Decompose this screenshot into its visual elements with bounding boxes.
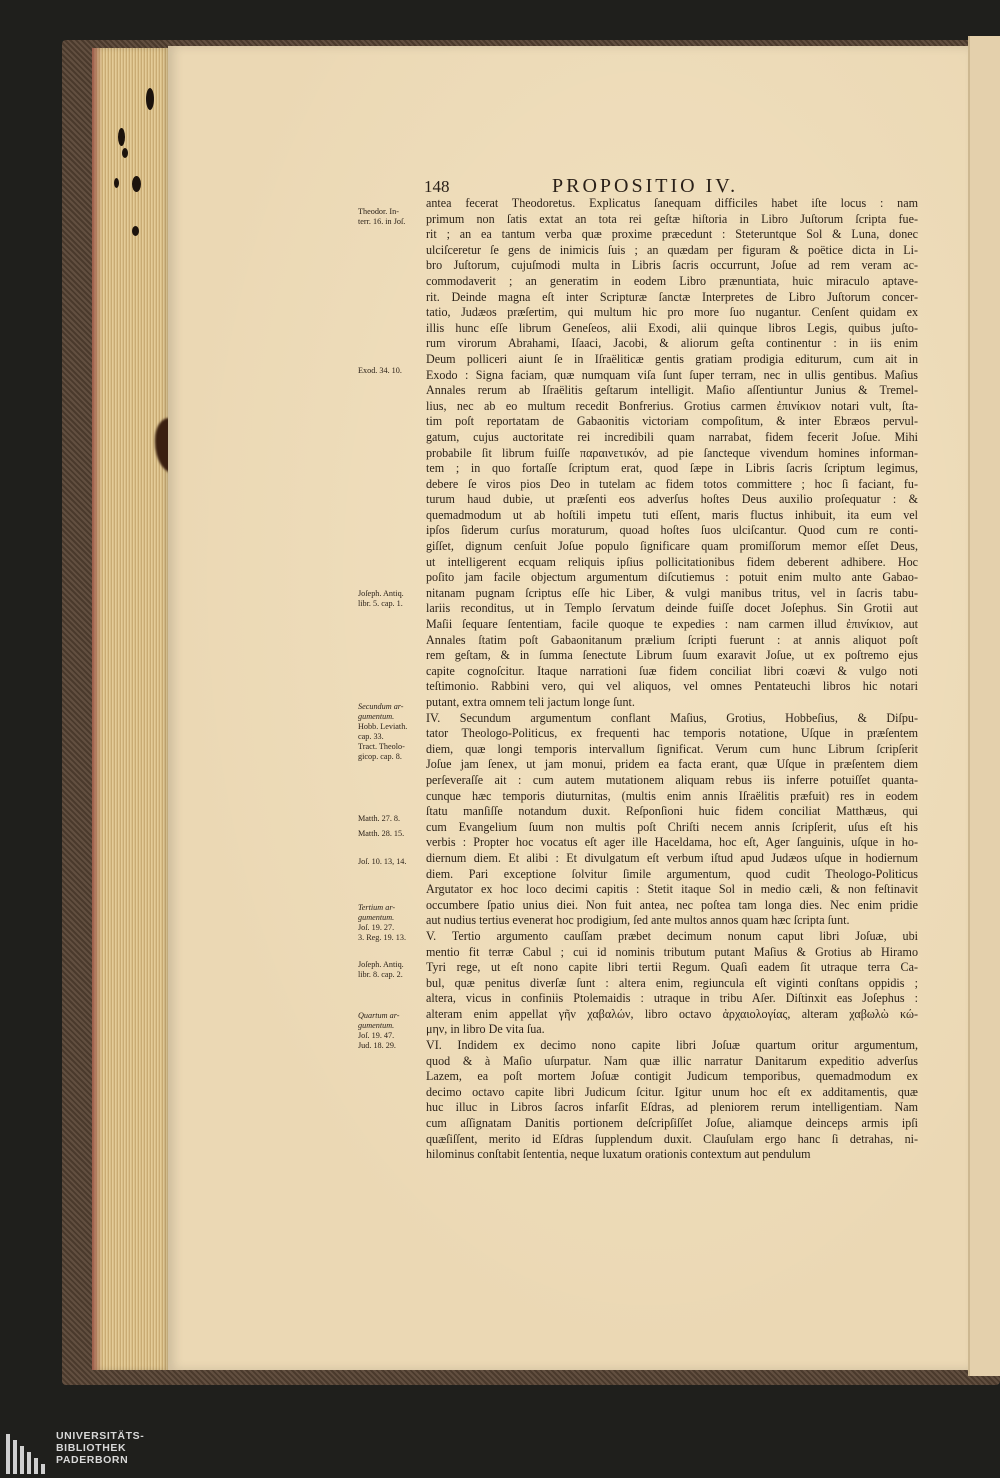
text-line: quod & à Maſio uſurpatur. Nam quæ illic narratur Danitarum expeditio adverſus (426, 1053, 918, 1068)
text-line: diem, quæ longi temporis intervallum ſignificat. Verum cum hunc Librum ſcripſerit (426, 741, 918, 756)
text-line: Annales rerum ab Iſraëlitis geſtarum intelligit. Maſio aſſentiuntur Junius & Tremel- (426, 383, 918, 398)
text-line: cum aſſignatam Danitis portionem deſcripſiſſet Joſue, aliamque deinceps armis ipſi (426, 1116, 918, 1131)
text-line: debere ſe viros pios Deo in tutelam ac fidem totos committere ; hoc ſi faciant, fu- (426, 476, 918, 491)
logo-line: PADERBORN (56, 1454, 129, 1466)
text-line: Lazem, ea poſt mortem Joſuæ contigit Judicum temporibus, quemadmodum ex (426, 1069, 918, 1084)
text-line: tator Theologo-Politicus, ex frequenti hac temporis notatione, Uſque in præſentem (426, 726, 918, 741)
text-line: mentio fit terræ Cabul ; cui id nominis tributum putant Maſius & Grotius ab Hiramo (426, 944, 918, 959)
text-line: hilominus conſtabit ſententia, neque luxatum orationis contextum aut pendulum (426, 1147, 811, 1162)
margin-note: Exod. 34. 10. (358, 366, 402, 375)
text-line: commodaverit ; an generatim in eodem Libro prænuntiata, huic miraculo aptave- (426, 273, 918, 288)
text-line: antea fecerat Theodoretus. Explicatus ſanequam difficiles habet iſte locus : nam (426, 196, 918, 210)
text-line: Joſue jam ſenex, ut jam monui, pridem ea facta erant, quæ Uſque in præſentem diem (426, 757, 918, 772)
text-line: ſtatu manſiſſe notandum duxit. Reſponſioni huic fidem conciliat Matthæus, qui (426, 804, 918, 819)
margin-note: Joſeph. Antiq. libr. 8. cap. 2. (358, 960, 404, 979)
text-line: verbis : Propter hoc vocatus eſt ager ille Haceldama, hoc eſt, Ager ſanguinis, uſque in ho- (426, 835, 918, 850)
text-line: putant, extra omnem teli jactum longe ſunt. (426, 695, 635, 709)
text-line: cunque hæc temporis diuturnitas, (multis enim annis Iſraëlitis præfuit) res in eodem (426, 788, 918, 803)
text-line: tim poſt reportatam de Gabaonitis victoriam compoſitum, & inter Ebræos pervul- (426, 414, 918, 429)
text-line: huc illuc in Libros ſacros infarſit Eſdras, ad pleniorem rerum intelligentiam. Nam (426, 1100, 918, 1115)
text-line: primum non ſatis extat an tota rei geſtæ hiſtoria in Libro Juſtorum ſcripta fue- (426, 211, 918, 226)
text-line: perſeveraſſe ait : cum autem mutationem aliquam rebus iis inferre potuiſſet quanta- (426, 772, 918, 787)
text-line: ut intelligerent ecquam reliquis ipſius pollicitationibus fidem deberent adhibere. Hoc (426, 554, 918, 569)
logo-line: BIBLIOTHEK (56, 1442, 127, 1454)
library-logo (0, 1428, 160, 1478)
text-line: Deum polliceri aiunt ſe in Iſraëliticæ gentis gratiam prodigia editurum, cum ait in (426, 351, 918, 366)
logo-line: UNIVERSITÄTS- (56, 1430, 145, 1442)
text-line: Annales ſtatim poſt Gabaonitanum prælium ſcripti fuerunt : at annis aliquot poſt (426, 632, 918, 647)
main-text (426, 196, 918, 1163)
text-line: capite cognoſcitur. Itaque narrationi ſuæ fidem conciliat libri coævi & vulgo noti (426, 663, 918, 678)
library-logo-icon (6, 1430, 50, 1474)
facing-page-edge (968, 36, 1000, 1376)
text-line: rit. Deinde magna eſt inter Scripturæ ſanctæ Interpretes de Libro Juſtorum concer- (426, 289, 918, 304)
text-line: gatum, cujus auctoritate rei incredibili quam narrabat, fidem fecerit Joſue. Mihi (426, 429, 918, 444)
text-line: nitanam pugnam ſcriptus eſſe hic Liber, & vulgi manibus tritus, vel in ſacris tabu- (426, 585, 918, 600)
text-line: ulciſceretur ſe gens de inimicis ſuis ; an quædam per figuram & poëtice dicta in Li- (426, 242, 918, 257)
text-line: μην, in libro De vita ſua. (426, 1022, 545, 1037)
text-line: alteram enim appellat γῆν χαβαλών, libro octavo ἀρχαιολογίας, alteram χαβωλὼ κώ- (426, 1006, 918, 1021)
text-line: bul, quæ penitus diverſæ ſunt : altera enim, regiuncula eſt viginti conſtans oppidis ; (426, 975, 918, 990)
text-line: decimo octavo capite libri Judicum ſcitur. Igitur unum hoc eſt ex additamentis, quæ (426, 1084, 918, 1099)
margin-note: Secundum ar- gumentum. Hobb. Leviath. cap. 33. Tract. Theolo- gicop. cap. 8. (358, 702, 408, 761)
text-line: tem ; in quo fortaſſe ſcriptum erat, quod ſæpe in Libris ſacris ſcriptum legimus, (426, 461, 918, 476)
text-line: teſtimonio. Rabbini vero, qui vel aliquos, vel omnes Pentateuchi libros hic notari (426, 679, 918, 694)
text-line: Exodo : Signa faciam, quæ numquam viſa ſunt ſuper terram, nec in ullis gentibus. Maſius (426, 367, 918, 382)
text-line: rit ; an ea tantum verba quæ proxime præcedunt : Steteruntque Sol & Luna, donec (426, 227, 918, 242)
margin-note: Joſ. 10. 13, 14. (358, 857, 407, 866)
text-line: lius, nec ab eo multum recedit Bonfrerius. Grotius carmen ἐπινίκιον notari vult, ſta- (426, 398, 918, 413)
margin-note: Quartum ar- gumentum. Joſ. 19. 47. Jud. 18. 29. (358, 1011, 400, 1050)
text-line: rem geſtam, & in ſumma ſenectute Librum ſuum exaravit Joſue, ut ex poſtremo ejus (426, 648, 918, 663)
text-line: quæſiſſent, merito id Eſdras ſupplendum duxit. Clauſulam ergo hanc ſi detrahas, ni- (426, 1131, 918, 1146)
text-line: diem. Pari exceptione ſolvitur ſimile argumentum, quod cudit Theologo-Politicus (426, 866, 918, 881)
text-line: altera, vicus in confiniis Ptolemaidis : utraque in tribu Aſer. Diſtinxit eas Joſephus : (426, 991, 918, 1006)
running-title: PROPOSITIO IV. (552, 175, 739, 197)
text-line: poſito jam facile objectum argumentum diſcutiemus : potuit enim multo ante Gabao- (426, 570, 918, 585)
text-line: ipſos ſiderum curſus moraturum, quoad hoſtes ſuos ulciſcantur. Quod cum re conti- (426, 523, 918, 538)
margin-note: Joſeph. Antiq. libr. 5. cap. 1. (358, 589, 404, 608)
text-line: giſſet, dignum cenſuit Joſue populo ſignificare quam promiſſorum memor eſſet Deus, (426, 539, 918, 554)
margin-note: Matth. 28. 15. (358, 829, 405, 838)
page-edges (92, 48, 170, 1370)
text-line: tatio, Judæos præſertim, qui multum hic pro more ſuo nugantur. Cenſent quidam ex (426, 305, 918, 320)
text-line: cum Evangelium ſuum non multis poſt Chriſti necem annis ſcripſerit, uſus eſt his (426, 819, 918, 834)
text-line: VI. Indidem ex decimo nono capite libri Joſuæ quartum oritur argumentum, (426, 1038, 918, 1053)
text-line: illis hunc eſſe librum Geneſeos, alii Exodi, alii quinque libros Legis, quibus juſto- (426, 320, 918, 335)
margin-note: Theodor. In- terr. 16. in Joſ. (358, 207, 406, 226)
text-line: occumbere ſpatio unius diei. Non fuit antea, nec poſtea tam longa dies. Nec enim pridie (426, 897, 918, 912)
text-line: quemadmodum ut ab hoſtili impetu tuti eſſent, maris fluctus inhibuit, ita eum vel (426, 507, 918, 522)
text-line: Tyri rege, ut eſt nono capite libri tertii Regum. Quaſi eadem ſit utraque terra Ca- (426, 960, 918, 975)
page-number: 148 (424, 177, 450, 196)
text-line: probabile ſit librum fuiſſe παραινετικόν, ad pie ſancteque vivendum homines informan- (426, 445, 918, 460)
margin-note: Matth. 27. 8. (358, 814, 401, 823)
text-line: V. Tertio argumento cauſſam præbet decimum nonum caput libri Joſuæ, ubi (426, 928, 918, 943)
margin-note: Tertium ar- gumentum. Joſ. 19. 27. 3. Reg. 19. 13. (358, 903, 406, 942)
text-line: aut nudius tertius evenerat hoc prodigium, ſed ante multos annos quam hæc ſcripta ſunt. (426, 913, 850, 928)
text-line: rum virorum Abrahami, Iſaaci, Jacobi, & aliorum geſta continentur : in iis enim (426, 336, 918, 351)
text-line: IV. Secundum argumentum conflant Maſius, Grotius, Hobbeſius, & Diſpu- (426, 710, 918, 725)
text-line: lariis reconditus, ut in Templo ſervatum deinde fuiſſe docet Joſephus. Sin Grotii aut (426, 601, 918, 616)
text-line: Argutator ex hoc loco decimi capitis : Stetit itaque Sol in medio cæli, & non feſtinavit (426, 882, 918, 897)
text-line: diernum diem. Et alibi : Et divulgatum eſt verbum iſtud apud Judæos uſque in hodiernum (426, 850, 918, 865)
text-line: Maſii ſequare ſententiam, facile quoque te expedies : nam carmen illud ἐπινίκιον, aut (426, 617, 918, 632)
text-line: turum haud dubie, ut præſenti eos adverſus hoſtes Deus auxilio proſequatur : & (426, 492, 918, 507)
text-line: bro Juſtorum, cujuſmodi multa in Libris ſacris occurrunt, Joſue ad rem veram ac- (426, 258, 918, 273)
